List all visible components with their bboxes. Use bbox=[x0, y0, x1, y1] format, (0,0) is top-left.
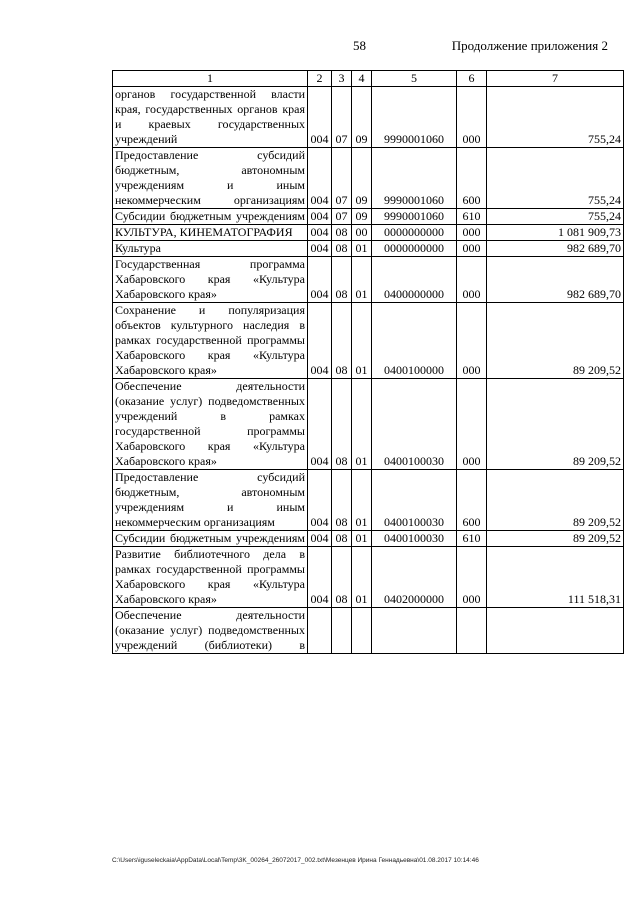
row-amount: 982 689,70 bbox=[487, 241, 624, 257]
row-ministry-code: 004 bbox=[308, 547, 332, 608]
table-row bbox=[113, 531, 624, 547]
row-amount: 89 209,52 bbox=[487, 470, 624, 531]
row-ministry-code: 004 bbox=[308, 209, 332, 225]
row-ministry-code: 004 bbox=[308, 303, 332, 379]
row-amount: 89 209,52 bbox=[487, 531, 624, 547]
column-header: 4 bbox=[352, 71, 372, 87]
table-row bbox=[113, 379, 624, 470]
row-ministry-code: 004 bbox=[308, 148, 332, 209]
row-section-code: 08 bbox=[332, 470, 352, 531]
row-name: Обеспечение деятельности (оказание услуг) подведомственных учреждений в рамках государственной программы Хабаровского края «Культура Хабаровского края» bbox=[113, 379, 308, 470]
row-target-code: 9990001060 bbox=[372, 148, 457, 209]
row-ministry-code: 004 bbox=[308, 379, 332, 470]
table-row bbox=[113, 470, 624, 531]
row-name: Предоставление субсидий бюджетным, автономным учреждениям и иным некоммерческим организациям bbox=[113, 148, 308, 209]
document-file-path-footer: C:\Users\iguseleckaia\AppData\Local\Temp\3K_00264_26072017_002.txt\Мезенцев Ирина Геннадьевна\01.08.2017 10:14:46 bbox=[112, 857, 479, 864]
row-expense-type-code: 000 bbox=[457, 257, 487, 303]
row-target-code: 0000000000 bbox=[372, 225, 457, 241]
row-expense-type-code: 000 bbox=[457, 379, 487, 470]
table-row bbox=[113, 257, 624, 303]
row-ministry-code: 004 bbox=[308, 87, 332, 148]
table-row bbox=[113, 547, 624, 608]
row-name: Сохранение и популяризация объектов культурного наследия в рамках государственной программы Хабаровского края «Культура Хабаровского края» bbox=[113, 303, 308, 379]
row-target-code bbox=[372, 608, 457, 654]
row-name: Государственная программа Хабаровского края «Культура Хабаровского края» bbox=[113, 257, 308, 303]
row-name: Культура bbox=[113, 241, 308, 257]
row-expense-type-code bbox=[457, 608, 487, 654]
row-section-code: 08 bbox=[332, 547, 352, 608]
row-section-code: 07 bbox=[332, 148, 352, 209]
column-header: 1 bbox=[113, 71, 308, 87]
row-subsection-code: 09 bbox=[352, 87, 372, 148]
column-header: 2 bbox=[308, 71, 332, 87]
row-expense-type-code: 000 bbox=[457, 225, 487, 241]
row-section-code: 08 bbox=[332, 225, 352, 241]
column-header: 3 bbox=[332, 71, 352, 87]
row-name: Обеспечение деятельности (оказание услуг) подведомственных учреждений (библиотеки) в bbox=[113, 608, 308, 654]
row-name: КУЛЬТУРА, КИНЕМАТОГРАФИЯ bbox=[113, 225, 308, 241]
row-target-code: 0400100030 bbox=[372, 379, 457, 470]
row-name: Развитие библиотечного дела в рамках государственной программы Хабаровского края «Культура Хабаровского края» bbox=[113, 547, 308, 608]
budget-table bbox=[112, 70, 624, 654]
row-subsection-code: 01 bbox=[352, 303, 372, 379]
row-amount: 111 518,31 bbox=[487, 547, 624, 608]
row-target-code: 9990001060 bbox=[372, 87, 457, 148]
row-name: Предоставление субсидий бюджетным, автономным учреждениям и иным некоммерческим организациям bbox=[113, 470, 308, 531]
row-expense-type-code: 000 bbox=[457, 547, 487, 608]
row-target-code: 0400100030 bbox=[372, 531, 457, 547]
row-expense-type-code: 600 bbox=[457, 148, 487, 209]
page-number: 58 bbox=[353, 38, 366, 53]
table-row bbox=[113, 87, 624, 148]
column-header: 7 bbox=[487, 71, 624, 87]
row-target-code: 0400000000 bbox=[372, 257, 457, 303]
row-section-code: 08 bbox=[332, 241, 352, 257]
row-ministry-code bbox=[308, 608, 332, 654]
table-row bbox=[113, 148, 624, 209]
table-header-row bbox=[113, 71, 624, 87]
row-subsection-code: 09 bbox=[352, 209, 372, 225]
column-header: 6 bbox=[457, 71, 487, 87]
column-header: 5 bbox=[372, 71, 457, 87]
row-section-code: 07 bbox=[332, 209, 352, 225]
row-amount: 1 081 909,73 bbox=[487, 225, 624, 241]
row-amount bbox=[487, 608, 624, 654]
row-subsection-code bbox=[352, 608, 372, 654]
row-section-code: 08 bbox=[332, 379, 352, 470]
row-amount: 89 209,52 bbox=[487, 379, 624, 470]
row-amount: 755,24 bbox=[487, 87, 624, 148]
row-target-code: 0400100030 bbox=[372, 470, 457, 531]
row-name: Субсидии бюджетным учреждениям bbox=[113, 531, 308, 547]
row-expense-type-code: 000 bbox=[457, 241, 487, 257]
row-target-code: 0000000000 bbox=[372, 241, 457, 257]
row-amount: 755,24 bbox=[487, 209, 624, 225]
row-subsection-code: 01 bbox=[352, 257, 372, 303]
row-target-code: 9990001060 bbox=[372, 209, 457, 225]
row-subsection-code: 00 bbox=[352, 225, 372, 241]
row-target-code: 0402000000 bbox=[372, 547, 457, 608]
table-row bbox=[113, 241, 624, 257]
row-section-code: 08 bbox=[332, 257, 352, 303]
row-expense-type-code: 610 bbox=[457, 209, 487, 225]
row-subsection-code: 01 bbox=[352, 241, 372, 257]
row-name: органов государственной власти края, государственных органов края и краевых государственных учреждений bbox=[113, 87, 308, 148]
row-name: Субсидии бюджетным учреждениям bbox=[113, 209, 308, 225]
row-expense-type-code: 600 bbox=[457, 470, 487, 531]
row-section-code: 07 bbox=[332, 87, 352, 148]
row-section-code: 08 bbox=[332, 531, 352, 547]
row-target-code: 0400100000 bbox=[372, 303, 457, 379]
row-ministry-code: 004 bbox=[308, 225, 332, 241]
row-expense-type-code: 000 bbox=[457, 87, 487, 148]
row-amount: 755,24 bbox=[487, 148, 624, 209]
row-section-code: 08 bbox=[332, 303, 352, 379]
row-expense-type-code: 610 bbox=[457, 531, 487, 547]
row-ministry-code: 004 bbox=[308, 241, 332, 257]
appendix-continuation-title: Продолжение приложения 2 bbox=[451, 38, 608, 53]
row-expense-type-code: 000 bbox=[457, 303, 487, 379]
row-subsection-code: 09 bbox=[352, 148, 372, 209]
table-row bbox=[113, 608, 624, 654]
row-ministry-code: 004 bbox=[308, 470, 332, 531]
row-subsection-code: 01 bbox=[352, 470, 372, 531]
table-row bbox=[113, 209, 624, 225]
row-subsection-code: 01 bbox=[352, 531, 372, 547]
table-row bbox=[113, 303, 624, 379]
row-section-code bbox=[332, 608, 352, 654]
row-ministry-code: 004 bbox=[308, 531, 332, 547]
row-amount: 89 209,52 bbox=[487, 303, 624, 379]
row-subsection-code: 01 bbox=[352, 547, 372, 608]
table-row bbox=[113, 225, 624, 241]
row-ministry-code: 004 bbox=[308, 257, 332, 303]
row-amount: 982 689,70 bbox=[487, 257, 624, 303]
row-subsection-code: 01 bbox=[352, 379, 372, 470]
